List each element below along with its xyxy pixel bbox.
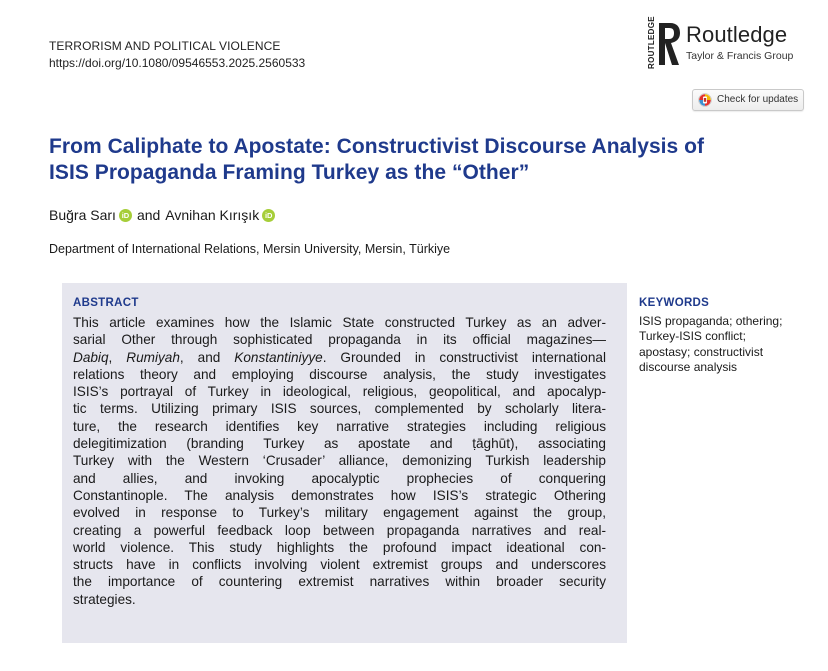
affiliation: Department of International Relations, Mersin University, Mersin, Türkiye [49, 242, 451, 256]
author-name[interactable]: Avnihan Kırışık [165, 207, 260, 223]
abstract-line: world violence. This study highlights the profound impact ideational con- [73, 539, 606, 555]
check-for-updates-label: Check for updates [717, 94, 799, 105]
abstract-line: sarial Other through sophisticated propaganda in its official magazines— [73, 332, 606, 348]
keyword-line: Turkey-ISIS conflict; [639, 329, 746, 344]
abstract-line: ture, the research identifies key narrative strategies including religious [73, 418, 606, 434]
orcid-icon[interactable]: iD [119, 209, 132, 222]
author-list [49, 207, 280, 223]
author-connector: and [136, 207, 161, 223]
abstract-line: structs have in conflicts involving violent extremist groups and underscores [73, 557, 606, 573]
author-name[interactable]: Buğra Sarı [49, 207, 116, 223]
abstract-heading: ABSTRACT [73, 297, 139, 309]
abstract-line: tic terms. Utilizing primary ISIS sources, complemented by scholarly litera- [73, 401, 606, 417]
keyword-line: discourse analysis [639, 359, 738, 374]
abstract-line: relations theory and employing discourse analysis, the study investigates [73, 366, 606, 382]
abstract-body [73, 314, 606, 608]
abstract-line: evolved in response to Turkey’s military engagement against the group, [73, 505, 606, 521]
abstract-line: Constantinople. The analysis demonstrates how ISIS’s strategic Othering [73, 487, 606, 503]
abstract-line: Dabiq, Rumiyah, and Konstantiniyye. Grounded in constructivist international [73, 349, 606, 365]
title-line: From Caliphate to Apostate: Constructivist Discourse Analysis of [49, 135, 705, 158]
keywords-list [639, 314, 814, 375]
abstract-line: This article examines how the Islamic State constructed Turkey as an adver- [73, 315, 606, 330]
abstract-line: Turkey with the Western ‘Crusader’ alliance, demonizing Turkish leadership [73, 453, 606, 469]
publisher-vertical-label: ROUTLEDGE [647, 16, 656, 69]
routledge-logo-icon [656, 21, 682, 67]
keyword-line: ISIS propaganda; othering; [639, 314, 783, 328]
keyword-line: apostasy; constructivist [639, 344, 764, 359]
title-line: ISIS Propaganda Framing Turkey as the “Other” [49, 161, 530, 184]
abstract-line: strategies. [73, 591, 136, 607]
crossmark-icon [698, 93, 712, 107]
abstract-line: and allies, and invoking apocalyptic prophecies of conquering [73, 470, 606, 486]
keywords-heading: KEYWORDS [639, 297, 710, 309]
publisher-subtitle: Taylor & Francis Group [686, 50, 794, 62]
article-title [49, 134, 809, 186]
abstract-line: ISIS’s portrayal of Turkey in ideological, religious, geopolitical, and apocalyp- [73, 384, 606, 400]
abstract-line: the importance of countering extremist narratives within broader security [73, 574, 606, 590]
doi-link[interactable]: https://doi.org/10.1080/09546553.2025.2560533 [49, 56, 306, 70]
abstract-line: delegitimization (branding Turkey as apostate and ṭāghūt), associating [73, 436, 606, 452]
abstract-line: creating a powerful feedback loop between propaganda narratives and real- [73, 522, 606, 538]
publisher-name: Routledge [686, 22, 788, 47]
journal-name: TERRORISM AND POLITICAL VIOLENCE [49, 39, 281, 53]
orcid-icon[interactable]: iD [262, 209, 275, 222]
